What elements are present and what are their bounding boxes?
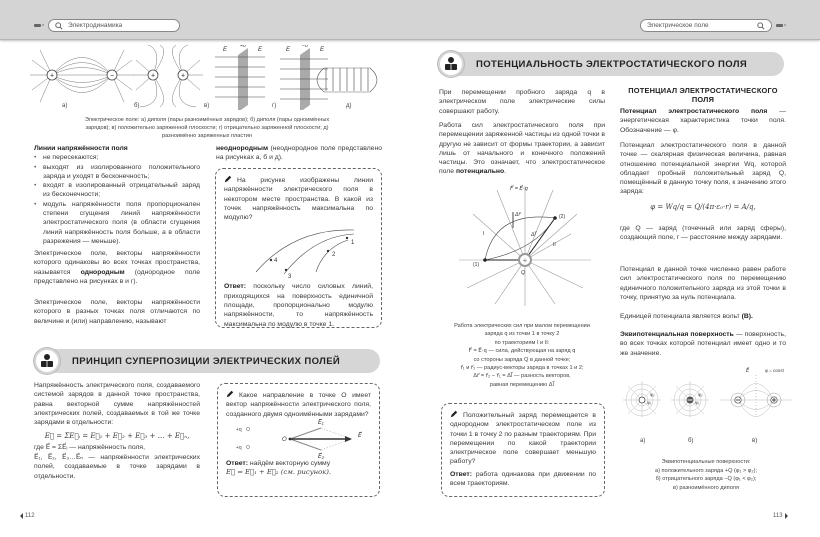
potential-paragraph-4: Потенциал в данной точке численно равен работе сил электростатического поля по перемещению единичного положительного заряда из этой точки в точку, принятую за нуль потенциала.	[620, 266, 786, 301]
caption-line: F⃗ = E⃗·q — сила, действующая на заряд q	[468, 348, 576, 355]
uniform-text-2: (однородное поле представлено на рисунках в и г).	[34, 268, 201, 285]
prev-page-icon[interactable]	[20, 513, 23, 519]
caption-line: со стороны заряда Q в данной точке;	[473, 356, 571, 363]
potential-paragraph-2: Потенциал электростатического поля в данной точке — скалярная физическая величина, равная отношению потенциальной энергии Wq, которой обладает пробный положительный заряд Q, помещённый в данную точку поля, к значению этого заряда:	[620, 142, 786, 196]
equipotential-figures	[620, 367, 795, 417]
equipotential-paragraph	[620, 330, 786, 358]
question-2-prompt: Какое направление в точке O имеет вектор напряжённости электрического поля, созданного двумя одноимёнными зарядами?	[226, 392, 371, 418]
page-number-value: 113	[773, 513, 783, 519]
list-item: • модуль напряжённости поля пропорционален степени сгущения линий напряжённости электростатического поля (в области сгущения линий напряжённость поля больше, а в области разрежения — меньше).	[34, 200, 200, 246]
svg-text:E⃗₁: E⃗₁	[318, 419, 324, 426]
svg-text:(2): (2)	[559, 214, 566, 220]
svg-text:−: −	[109, 72, 115, 80]
caption-line: Работа электрических сил при малом перемещении	[454, 323, 590, 329]
svg-text:(1): (1)	[473, 262, 480, 268]
svg-text:+q: +q	[236, 426, 242, 433]
potential-heading: ПОТЕНЦИАЛ ЭЛЕКТРОСТАТИЧЕСКОГО ПОЛЯ	[628, 86, 778, 104]
caption-line: по траекториям I и II:	[494, 339, 550, 346]
caption-line: в) разноимённого диполя	[673, 484, 739, 491]
svg-text:−σ: −σ	[302, 45, 309, 49]
section-banner-superposition	[36, 349, 380, 373]
svg-text:φ₂: φ₂	[650, 392, 655, 397]
section-title: ПРИНЦИП СУПЕРПОЗИЦИИ ЭЛЕКТРИЧЕСКИХ ПОЛЕЙ	[72, 355, 341, 367]
nonuniform-text: Электрическое поле, векторы напряжённости которого в разных точках поля отличаются по величине и (или) направлению, называют	[34, 299, 200, 325]
svg-text:+: +	[150, 72, 156, 80]
menu-icon	[776, 24, 783, 27]
svg-text:1: 1	[351, 240, 355, 247]
svg-text:II: II	[553, 242, 556, 248]
equipotential-text: — поверхность, во всех точках которой потенциал имеет одно и то же значение.	[620, 331, 786, 357]
pencil-icon	[450, 410, 458, 418]
svg-text:O: O	[282, 436, 287, 443]
svg-text:Δl⃗: Δl⃗	[531, 232, 536, 238]
list-item: • выходят из изолированного положительного заряда и уходят в бесконечность;	[34, 163, 200, 182]
question-3-answer	[450, 470, 596, 489]
caption-line: заряда q из точки 1 в точку 2	[484, 331, 560, 338]
question-1-prompt: На рисунке изображены линии напряжённости электрического поля в некотором месте пространства. В какой из точек напряжённость максимальна по модулю?	[224, 177, 373, 222]
equipotential-term: Эквипотенциальная поверхность	[620, 331, 734, 338]
answer-formula: E⃗ = E⃗₁ + E⃗₂ (см. рисунок).	[226, 468, 332, 477]
svg-text:I: I	[483, 231, 485, 237]
unit-symbol: (В).	[741, 313, 753, 320]
search-value-right: Электрическое поле	[647, 22, 709, 29]
field-lines-heading: Линии напряжённости поля	[34, 145, 128, 152]
list-item: • входят в изолированный отрицательный заряд из бесконечности;	[34, 181, 200, 200]
caption-line: равная перемещению Δl⃗	[489, 381, 555, 388]
menu-button-right[interactable]	[776, 21, 790, 29]
svg-text:E: E	[320, 47, 325, 53]
svg-text:+q: +q	[236, 444, 242, 451]
question-3-prompt: Положительный заряд перемещается в однородном электростатическом поле из точки 1 в точку 2 по разным траекториям. При перемещении по какой траектории электрическое поле совершает меньшую работу?	[450, 412, 596, 466]
superposition-paragraph: Напряжённость электрического поля, создаваемого системой зарядов в данной точке пространства, равна векторной сумме напряжённостей электрических полей, создаваемых в той же точке зарядами в отдельности:	[34, 382, 200, 427]
menu-dot	[784, 24, 786, 26]
svg-text:Δr⃗: Δr⃗	[515, 212, 521, 218]
caption-line: r⃗₁ и r⃗₂ — радиус-векторы заряда в точках 1 и 2;	[460, 365, 584, 372]
figure-label-b: б)	[688, 438, 694, 444]
search-value-left: Электродинамика	[68, 22, 123, 29]
section-title: ПОТЕНЦИАЛЬНОСТЬ ЭЛЕКТРОСТАТИЧЕСКОГО ПОЛЯ	[476, 58, 748, 70]
pencil-icon	[224, 175, 232, 183]
svg-text:2: 2	[332, 252, 336, 259]
uniform-text: Электрическое поле, векторы напряжённости которого одинаковы во всех точках пространства, называется	[34, 250, 200, 276]
answer-label: Ответ:	[224, 283, 246, 291]
section-banner-potentiality	[440, 52, 784, 76]
svg-text:E: E	[258, 47, 263, 53]
field-lines-block	[34, 144, 200, 246]
superposition-figure	[226, 419, 374, 459]
potential-formula: φ = Wq/q = Q/(4π·ε₀·r) = A/q,	[650, 203, 756, 211]
search-icon	[757, 22, 765, 30]
svg-text:F⃗ = E⃗·q: F⃗ = E⃗·q	[510, 186, 528, 192]
nonuniform-term: неоднородным	[216, 145, 268, 152]
figure-label-a: а)	[640, 438, 646, 444]
caption-line: б) отрицательного заряда −Q (φ₁ < φ₂);	[655, 476, 757, 483]
reader-icon	[438, 51, 464, 77]
menu-button-left[interactable]	[34, 21, 48, 29]
uniform-field-paragraph	[34, 249, 200, 286]
field-lines-question-figure	[224, 226, 374, 280]
svg-text:E⃗: E⃗	[746, 368, 750, 374]
question-2-answer	[226, 459, 371, 478]
superposition-where-2: E⃗₁, E⃗₂, E⃗₃…E⃗ₙ — напряжённости электрических полей, создаваемые в точке зарядами в отдельности.	[34, 454, 200, 480]
question-1-text	[224, 175, 373, 222]
top-toolbar	[0, 0, 820, 40]
svg-text:E⃗₂: E⃗₂	[318, 453, 325, 459]
potential-definition	[620, 107, 786, 135]
search-icon	[55, 22, 63, 30]
potential-term: Потенциал электростатического поля	[620, 108, 768, 115]
figure-label-a: а)	[62, 103, 68, 109]
question-box-3	[441, 403, 605, 497]
reader-icon	[34, 348, 60, 374]
potential-paragraph-3: где Q — заряд (точечный или заряд сферы), создающий поле, r — расстояние между зарядами.	[620, 225, 786, 242]
svg-text:E: E	[286, 47, 291, 53]
question-box-1	[215, 168, 382, 328]
figure-label-d: д)	[346, 103, 352, 109]
svg-text:+: +	[180, 72, 186, 80]
svg-text:φ = const: φ = const	[765, 368, 784, 373]
potentiality-text: Работа сил электростатического поля при перемещении заряженной частицы из одной точки в другую не зависит от формы траектории, а зависит лишь от начального и конечного положений частицы. Это означает, что электростатическое поле	[439, 122, 605, 176]
question-3-text	[450, 410, 596, 467]
answer-text: поскольку число силовых линий, приходящихся на поверхность единичной площади, пропорционально модулю напряжённости, то напряжённость максимальна по модулю в точке 1.	[224, 283, 373, 328]
svg-text:φ₁: φ₁	[695, 400, 700, 405]
potentiality-paragraph-2: Работа сил электростатического поля при перемещении заряженной частицы из одной точки в другую не зависит от формы траектории, а зависит лишь от начального и конечного положений частицы. Это означает, что электростатическое поле потенциально.	[439, 122, 605, 176]
page-number-value: 112	[25, 513, 35, 519]
figure-label-g: г)	[272, 103, 277, 109]
equipotential-caption	[628, 458, 784, 492]
menu-icon	[34, 24, 41, 27]
potentiality-term: потенциально	[455, 168, 505, 176]
answer-text: работа одинакова при движении по всем траекториям.	[450, 470, 597, 488]
svg-text:3: 3	[288, 274, 292, 281]
superposition-where-1: где E⃗ = ΣE⃗ᵢ — напряжённость поля,	[34, 444, 145, 451]
answer-label: Ответ:	[226, 459, 248, 467]
question-2-text	[226, 390, 371, 419]
answer-label: Ответ:	[450, 470, 472, 478]
figure-label-b: б)	[134, 103, 140, 109]
page-number-right	[773, 513, 788, 519]
pencil-icon	[226, 390, 234, 398]
radial-field-figure	[455, 180, 595, 308]
question-box-2	[217, 383, 380, 497]
list-item: • не пересекаются;	[34, 153, 200, 162]
plates-figure	[316, 62, 378, 100]
svg-text:Q: Q	[521, 270, 526, 276]
svg-text:φ₂: φ₂	[698, 392, 703, 397]
radial-figure-caption	[438, 322, 606, 389]
svg-text:E: E	[223, 47, 228, 53]
svg-text:4: 4	[274, 258, 278, 265]
figure-label-v: в)	[752, 438, 758, 444]
caption-line: Эквипотенциальные поверхности:	[661, 459, 751, 465]
page-number-left	[20, 513, 35, 519]
caption-line: а) положительного заряда +Q (φ₁ > φ₂);	[655, 467, 757, 474]
caption-line: Δr⃗ = r⃗₂ − r⃗₁ = Δl⃗ — разность векторов,	[473, 373, 571, 380]
svg-text:+: +	[49, 72, 55, 80]
figure-label-v: в)	[204, 103, 210, 109]
uniform-term: однородным	[80, 268, 125, 276]
svg-text:φ₁: φ₁	[647, 400, 652, 405]
nonuniform-continuation	[216, 144, 382, 163]
potential-unit	[620, 312, 786, 321]
potentiality-paragraph-1: При перемещении пробного заряда q в электрическом поле электрические силы совершают работу.	[439, 89, 605, 115]
search-input-left[interactable]	[48, 19, 180, 32]
figure-caption: Электрическое поле: а) диполя (пары разноимённых зарядов); б) диполя (пары одноимённых зарядов); в) положительно заряженной плоскости; г) отрицательно заряженной плоскости; д) разноимённо заряженных пластин	[84, 117, 330, 139]
superposition-formula: E⃗ = ΣE⃗ᵢ = E⃗₁ + E⃗₂ + E⃗₃ + … + E⃗ₙ,	[44, 432, 190, 440]
potential-def-text: — энергетическая характеристика точки поля. Обозначение — φ.	[620, 108, 786, 134]
svg-text:+σ: +σ	[240, 45, 247, 49]
question-1-answer	[224, 282, 373, 328]
search-input-right[interactable]	[640, 19, 772, 32]
menu-dot	[42, 24, 44, 26]
svg-text:+: +	[522, 256, 528, 265]
next-page-icon[interactable]	[785, 513, 788, 519]
field-lines-list	[34, 153, 200, 246]
answer-text: найдём векторную сумму	[249, 459, 331, 467]
nonuniform-field-paragraph	[34, 298, 200, 326]
svg-text:E⃗: E⃗	[358, 432, 362, 439]
unit-text: Единицей потенциала является вольт	[620, 313, 740, 320]
nonuniform-text-2: (неоднородное поле представлено на рисунках а, б и д).	[216, 145, 382, 162]
